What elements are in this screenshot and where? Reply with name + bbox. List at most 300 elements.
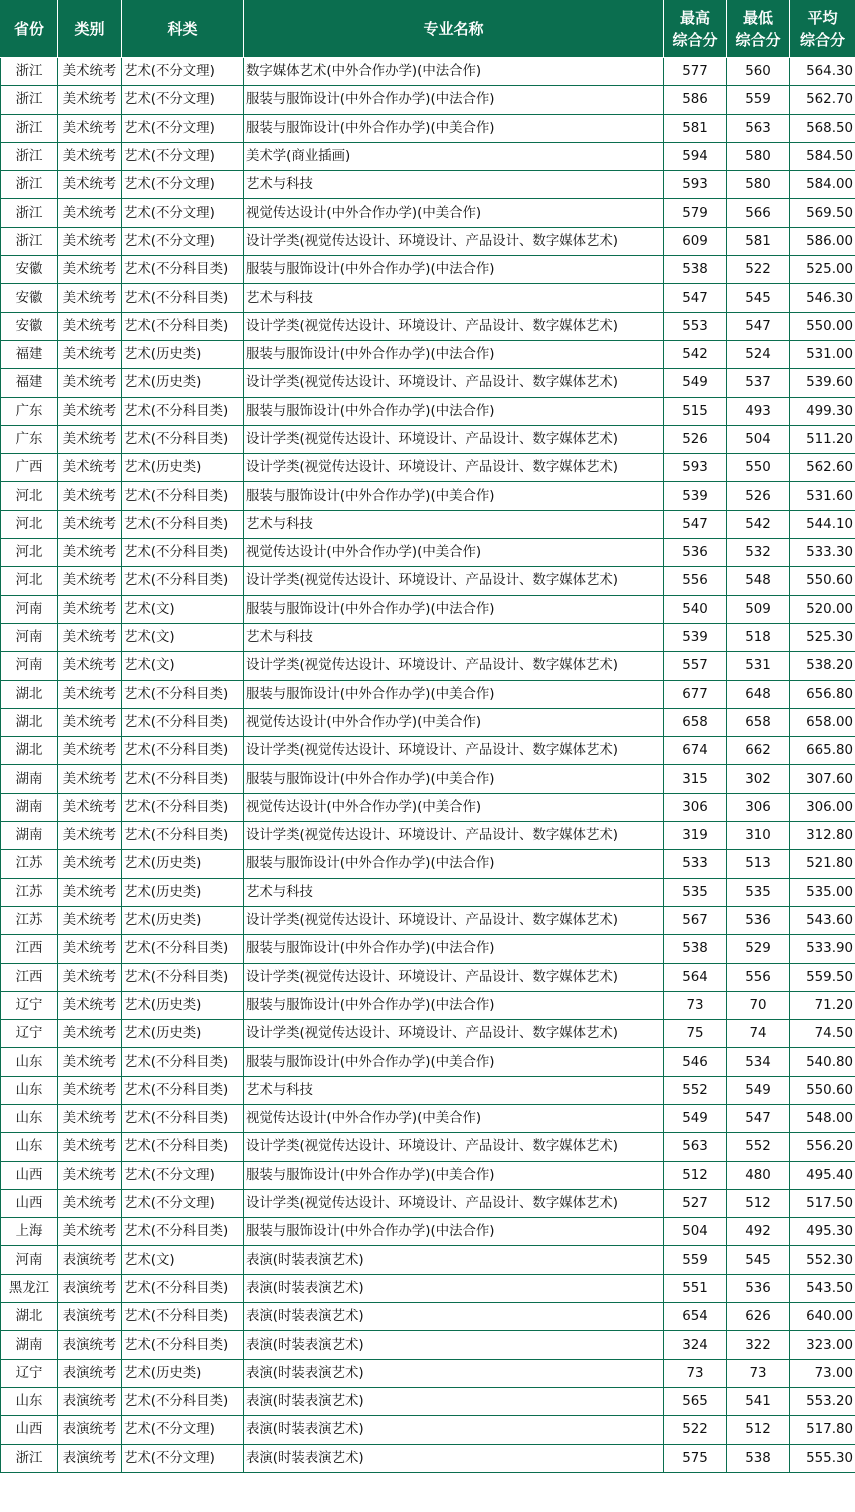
cell-province: 河北 — [1, 567, 58, 595]
cell-max-score: 542 — [664, 340, 727, 368]
cell-max-score: 556 — [664, 567, 727, 595]
cell-subject: 艺术(不分科目类) — [122, 1303, 244, 1331]
table-row — [1, 1303, 855, 1331]
cell-province: 广西 — [1, 454, 58, 482]
table-row — [1, 935, 855, 963]
cell-major: 设计学类(视觉传达设计、环境设计、产品设计、数字媒体艺术) — [244, 1189, 664, 1217]
table-row — [1, 1020, 855, 1048]
cell-min-score: 535 — [727, 878, 790, 906]
cell-min-score: 545 — [727, 284, 790, 312]
cell-max-score: 577 — [664, 58, 727, 86]
cell-avg-score: 517.80 — [790, 1416, 855, 1444]
cell-province: 湖北 — [1, 1303, 58, 1331]
cell-max-score: 553 — [664, 312, 727, 340]
table-body — [1, 58, 855, 1473]
cell-min-score: 542 — [727, 510, 790, 538]
table-row — [1, 878, 855, 906]
cell-major: 表演(时装表演艺术) — [244, 1331, 664, 1359]
cell-min-score: 306 — [727, 793, 790, 821]
cell-min-score: 581 — [727, 227, 790, 255]
cell-category: 美术统考 — [58, 1104, 122, 1132]
cell-major: 表演(时装表演艺术) — [244, 1359, 664, 1387]
cell-category: 美术统考 — [58, 482, 122, 510]
cell-min-score: 580 — [727, 171, 790, 199]
cell-category: 美术统考 — [58, 86, 122, 114]
cell-province: 湖南 — [1, 822, 58, 850]
table-row — [1, 737, 855, 765]
cell-max-score: 73 — [664, 1359, 727, 1387]
cell-min-score: 552 — [727, 1133, 790, 1161]
cell-min-score: 524 — [727, 340, 790, 368]
table-row — [1, 652, 855, 680]
cell-avg-score: 543.50 — [790, 1274, 855, 1302]
cell-min-score: 534 — [727, 1048, 790, 1076]
cell-min-score: 322 — [727, 1331, 790, 1359]
cell-max-score: 594 — [664, 142, 727, 170]
header-max-line2: 综合分 — [672, 31, 718, 49]
cell-subject: 艺术(不分科目类) — [122, 539, 244, 567]
cell-major: 艺术与科技 — [244, 1076, 664, 1104]
cell-category: 美术统考 — [58, 1218, 122, 1246]
cell-major: 设计学类(视觉传达设计、环境设计、产品设计、数字媒体艺术) — [244, 1133, 664, 1161]
cell-min-score: 560 — [727, 58, 790, 86]
cell-min-score: 73 — [727, 1359, 790, 1387]
cell-min-score: 566 — [727, 199, 790, 227]
cell-major: 服装与服饰设计(中外合作办学)(中美合作) — [244, 1048, 664, 1076]
table-row — [1, 822, 855, 850]
cell-max-score: 536 — [664, 539, 727, 567]
cell-min-score: 310 — [727, 822, 790, 850]
cell-major: 设计学类(视觉传达设计、环境设计、产品设计、数字媒体艺术) — [244, 1020, 664, 1048]
cell-min-score: 518 — [727, 623, 790, 651]
cell-category: 美术统考 — [58, 765, 122, 793]
cell-major: 表演(时装表演艺术) — [244, 1303, 664, 1331]
cell-min-score: 512 — [727, 1416, 790, 1444]
cell-avg-score: 584.00 — [790, 171, 855, 199]
cell-subject: 艺术(不分文理) — [122, 1444, 244, 1472]
cell-subject: 艺术(不分文理) — [122, 1189, 244, 1217]
cell-major: 表演(时装表演艺术) — [244, 1387, 664, 1415]
cell-major: 服装与服饰设计(中外合作办学)(中法合作) — [244, 595, 664, 623]
cell-min-score: 480 — [727, 1161, 790, 1189]
table-row — [1, 1133, 855, 1161]
cell-subject: 艺术(不分科目类) — [122, 510, 244, 538]
cell-avg-score: 665.80 — [790, 737, 855, 765]
cell-category: 美术统考 — [58, 737, 122, 765]
cell-min-score: 532 — [727, 539, 790, 567]
cell-avg-score: 562.60 — [790, 454, 855, 482]
header-category: 类别 — [58, 1, 122, 58]
table-row — [1, 86, 855, 114]
cell-major: 设计学类(视觉传达设计、环境设计、产品设计、数字媒体艺术) — [244, 652, 664, 680]
cell-category: 美术统考 — [58, 1133, 122, 1161]
cell-province: 浙江 — [1, 1444, 58, 1472]
table-row — [1, 171, 855, 199]
cell-max-score: 538 — [664, 935, 727, 963]
cell-category: 美术统考 — [58, 454, 122, 482]
cell-major: 美术学(商业插画) — [244, 142, 664, 170]
cell-major: 服装与服饰设计(中外合作办学)(中法合作) — [244, 935, 664, 963]
cell-avg-score: 555.30 — [790, 1444, 855, 1472]
cell-subject: 艺术(不分科目类) — [122, 708, 244, 736]
cell-subject: 艺术(历史类) — [122, 991, 244, 1019]
cell-max-score: 324 — [664, 1331, 727, 1359]
cell-major: 表演(时装表演艺术) — [244, 1246, 664, 1274]
cell-major: 服装与服饰设计(中外合作办学)(中法合作) — [244, 86, 664, 114]
table-row — [1, 1161, 855, 1189]
cell-subject: 艺术(不分科目类) — [122, 1387, 244, 1415]
cell-category: 表演统考 — [58, 1416, 122, 1444]
table-row — [1, 567, 855, 595]
cell-max-score: 527 — [664, 1189, 727, 1217]
cell-category: 美术统考 — [58, 1076, 122, 1104]
table-row — [1, 1246, 855, 1274]
cell-avg-score: 71.20 — [790, 991, 855, 1019]
cell-category: 美术统考 — [58, 227, 122, 255]
cell-avg-score: 553.20 — [790, 1387, 855, 1415]
table-row — [1, 199, 855, 227]
table-row — [1, 369, 855, 397]
cell-province: 浙江 — [1, 114, 58, 142]
cell-max-score: 654 — [664, 1303, 727, 1331]
cell-avg-score: 564.30 — [790, 58, 855, 86]
cell-major: 视觉传达设计(中外合作办学)(中美合作) — [244, 199, 664, 227]
cell-subject: 艺术(历史类) — [122, 850, 244, 878]
cell-province: 江西 — [1, 935, 58, 963]
cell-category: 美术统考 — [58, 793, 122, 821]
cell-category: 美术统考 — [58, 652, 122, 680]
cell-province: 黑龙江 — [1, 1274, 58, 1302]
cell-major: 设计学类(视觉传达设计、环境设计、产品设计、数字媒体艺术) — [244, 425, 664, 453]
cell-subject: 艺术(历史类) — [122, 1020, 244, 1048]
cell-category: 表演统考 — [58, 1331, 122, 1359]
cell-major: 设计学类(视觉传达设计、环境设计、产品设计、数字媒体艺术) — [244, 454, 664, 482]
cell-province: 山东 — [1, 1387, 58, 1415]
cell-avg-score: 550.60 — [790, 1076, 855, 1104]
cell-max-score: 579 — [664, 199, 727, 227]
cell-min-score: 492 — [727, 1218, 790, 1246]
cell-avg-score: 531.00 — [790, 340, 855, 368]
table-row — [1, 991, 855, 1019]
cell-avg-score: 552.30 — [790, 1246, 855, 1274]
cell-avg-score: 584.50 — [790, 142, 855, 170]
cell-max-score: 549 — [664, 1104, 727, 1132]
cell-avg-score: 535.00 — [790, 878, 855, 906]
cell-category: 美术统考 — [58, 58, 122, 86]
header-avg-line1: 平均 — [807, 9, 838, 27]
cell-min-score: 563 — [727, 114, 790, 142]
header-max-score — [664, 1, 727, 58]
cell-max-score: 512 — [664, 1161, 727, 1189]
cell-avg-score: 499.30 — [790, 397, 855, 425]
cell-major: 表演(时装表演艺术) — [244, 1274, 664, 1302]
cell-subject: 艺术(不分科目类) — [122, 312, 244, 340]
cell-major: 服装与服饰设计(中外合作办学)(中美合作) — [244, 482, 664, 510]
cell-subject: 艺术(历史类) — [122, 340, 244, 368]
cell-subject: 艺术(不分文理) — [122, 199, 244, 227]
table-row — [1, 1076, 855, 1104]
header-province: 省份 — [1, 1, 58, 58]
cell-province: 安徽 — [1, 312, 58, 340]
cell-max-score: 547 — [664, 284, 727, 312]
cell-max-score: 593 — [664, 171, 727, 199]
cell-subject: 艺术(不分文理) — [122, 58, 244, 86]
cell-province: 河南 — [1, 623, 58, 651]
cell-max-score: 547 — [664, 510, 727, 538]
cell-major: 艺术与科技 — [244, 623, 664, 651]
table-row — [1, 454, 855, 482]
cell-min-score: 556 — [727, 963, 790, 991]
cell-major: 服装与服饰设计(中外合作办学)(中美合作) — [244, 1161, 664, 1189]
cell-subject: 艺术(不分文理) — [122, 1416, 244, 1444]
table-row — [1, 539, 855, 567]
cell-province: 山西 — [1, 1189, 58, 1217]
cell-province: 湖南 — [1, 765, 58, 793]
cell-avg-score: 544.10 — [790, 510, 855, 538]
table-row — [1, 1274, 855, 1302]
table-row — [1, 1104, 855, 1132]
cell-subject: 艺术(历史类) — [122, 454, 244, 482]
cell-province: 山西 — [1, 1416, 58, 1444]
cell-subject: 艺术(文) — [122, 1246, 244, 1274]
cell-min-score: 529 — [727, 935, 790, 963]
cell-province: 河南 — [1, 1246, 58, 1274]
cell-subject: 艺术(不分科目类) — [122, 397, 244, 425]
cell-province: 江苏 — [1, 850, 58, 878]
cell-major: 设计学类(视觉传达设计、环境设计、产品设计、数字媒体艺术) — [244, 567, 664, 595]
cell-min-score: 545 — [727, 1246, 790, 1274]
cell-category: 美术统考 — [58, 1048, 122, 1076]
cell-max-score: 565 — [664, 1387, 727, 1415]
cell-max-score: 586 — [664, 86, 727, 114]
cell-max-score: 526 — [664, 425, 727, 453]
cell-major: 服装与服饰设计(中外合作办学)(中法合作) — [244, 340, 664, 368]
cell-province: 广东 — [1, 425, 58, 453]
table-row — [1, 114, 855, 142]
cell-min-score: 70 — [727, 991, 790, 1019]
cell-min-score: 559 — [727, 86, 790, 114]
header-avg-score — [790, 1, 855, 58]
cell-province: 江苏 — [1, 906, 58, 934]
cell-subject: 艺术(不分科目类) — [122, 822, 244, 850]
cell-min-score: 547 — [727, 1104, 790, 1132]
cell-avg-score: 640.00 — [790, 1303, 855, 1331]
cell-avg-score: 525.00 — [790, 256, 855, 284]
cell-category: 美术统考 — [58, 595, 122, 623]
cell-subject: 艺术(不分科目类) — [122, 1274, 244, 1302]
cell-min-score: 547 — [727, 312, 790, 340]
cell-max-score: 306 — [664, 793, 727, 821]
table-row — [1, 1189, 855, 1217]
table-row — [1, 680, 855, 708]
cell-major: 视觉传达设计(中外合作办学)(中美合作) — [244, 708, 664, 736]
table-row — [1, 284, 855, 312]
cell-province: 浙江 — [1, 199, 58, 227]
cell-subject: 艺术(不分科目类) — [122, 680, 244, 708]
table-row — [1, 340, 855, 368]
cell-avg-score: 562.70 — [790, 86, 855, 114]
cell-major: 艺术与科技 — [244, 171, 664, 199]
cell-province: 浙江 — [1, 171, 58, 199]
cell-subject: 艺术(不分文理) — [122, 227, 244, 255]
cell-province: 上海 — [1, 1218, 58, 1246]
cell-major: 服装与服饰设计(中外合作办学)(中法合作) — [244, 850, 664, 878]
cell-min-score: 526 — [727, 482, 790, 510]
cell-category: 美术统考 — [58, 567, 122, 595]
cell-min-score: 626 — [727, 1303, 790, 1331]
cell-province: 山东 — [1, 1048, 58, 1076]
table-row — [1, 510, 855, 538]
cell-subject: 艺术(不分文理) — [122, 114, 244, 142]
cell-max-score: 609 — [664, 227, 727, 255]
table-row — [1, 312, 855, 340]
cell-min-score: 538 — [727, 1444, 790, 1472]
cell-province: 辽宁 — [1, 1020, 58, 1048]
cell-major: 艺术与科技 — [244, 878, 664, 906]
table-row — [1, 906, 855, 934]
header-major: 专业名称 — [244, 1, 664, 58]
cell-max-score: 522 — [664, 1416, 727, 1444]
cell-avg-score: 568.50 — [790, 114, 855, 142]
cell-major: 艺术与科技 — [244, 510, 664, 538]
cell-max-score: 551 — [664, 1274, 727, 1302]
cell-avg-score: 548.00 — [790, 1104, 855, 1132]
table-row — [1, 963, 855, 991]
cell-avg-score: 495.30 — [790, 1218, 855, 1246]
cell-avg-score: 531.60 — [790, 482, 855, 510]
cell-province: 浙江 — [1, 227, 58, 255]
cell-min-score: 536 — [727, 906, 790, 934]
cell-avg-score: 569.50 — [790, 199, 855, 227]
cell-min-score: 536 — [727, 1274, 790, 1302]
cell-major: 艺术与科技 — [244, 284, 664, 312]
cell-category: 美术统考 — [58, 284, 122, 312]
cell-min-score: 504 — [727, 425, 790, 453]
cell-province: 江西 — [1, 963, 58, 991]
cell-avg-score: 323.00 — [790, 1331, 855, 1359]
cell-subject: 艺术(不分科目类) — [122, 1048, 244, 1076]
cell-subject: 艺术(不分科目类) — [122, 737, 244, 765]
cell-major: 视觉传达设计(中外合作办学)(中美合作) — [244, 793, 664, 821]
cell-category: 美术统考 — [58, 708, 122, 736]
cell-max-score: 564 — [664, 963, 727, 991]
header-max-line1: 最高 — [679, 9, 710, 27]
cell-avg-score: 495.40 — [790, 1161, 855, 1189]
cell-avg-score: 546.30 — [790, 284, 855, 312]
cell-subject: 艺术(不分科目类) — [122, 425, 244, 453]
table-row — [1, 1218, 855, 1246]
cell-major: 表演(时装表演艺术) — [244, 1444, 664, 1472]
cell-min-score: 537 — [727, 369, 790, 397]
table-row — [1, 425, 855, 453]
cell-max-score: 563 — [664, 1133, 727, 1161]
cell-subject: 艺术(不分科目类) — [122, 765, 244, 793]
header-avg-line2: 综合分 — [799, 31, 845, 49]
cell-min-score: 513 — [727, 850, 790, 878]
cell-subject: 艺术(不分科目类) — [122, 284, 244, 312]
cell-min-score: 302 — [727, 765, 790, 793]
cell-major: 服装与服饰设计(中外合作办学)(中法合作) — [244, 256, 664, 284]
cell-avg-score: 520.00 — [790, 595, 855, 623]
cell-category: 美术统考 — [58, 199, 122, 227]
cell-province: 辽宁 — [1, 1359, 58, 1387]
cell-province: 河南 — [1, 595, 58, 623]
cell-max-score: 557 — [664, 652, 727, 680]
cell-category: 美术统考 — [58, 850, 122, 878]
cell-province: 福建 — [1, 340, 58, 368]
cell-subject: 艺术(不分文理) — [122, 86, 244, 114]
cell-min-score: 522 — [727, 256, 790, 284]
cell-major: 服装与服饰设计(中外合作办学)(中法合作) — [244, 991, 664, 1019]
cell-major: 服装与服饰设计(中外合作办学)(中法合作) — [244, 397, 664, 425]
cell-subject: 艺术(历史类) — [122, 906, 244, 934]
cell-max-score: 658 — [664, 708, 727, 736]
cell-category: 美术统考 — [58, 510, 122, 538]
cell-major: 设计学类(视觉传达设计、环境设计、产品设计、数字媒体艺术) — [244, 312, 664, 340]
cell-avg-score: 312.80 — [790, 822, 855, 850]
cell-subject: 艺术(历史类) — [122, 1359, 244, 1387]
cell-category: 美术统考 — [58, 991, 122, 1019]
cell-avg-score: 656.80 — [790, 680, 855, 708]
cell-province: 山东 — [1, 1104, 58, 1132]
cell-category: 美术统考 — [58, 256, 122, 284]
cell-category: 美术统考 — [58, 680, 122, 708]
cell-category: 美术统考 — [58, 963, 122, 991]
cell-subject: 艺术(不分科目类) — [122, 482, 244, 510]
cell-province: 浙江 — [1, 58, 58, 86]
cell-province: 湖北 — [1, 737, 58, 765]
cell-max-score: 75 — [664, 1020, 727, 1048]
cell-major: 视觉传达设计(中外合作办学)(中美合作) — [244, 1104, 664, 1132]
cell-major: 服装与服饰设计(中外合作办学)(中美合作) — [244, 765, 664, 793]
cell-avg-score: 658.00 — [790, 708, 855, 736]
table-row — [1, 793, 855, 821]
cell-province: 安徽 — [1, 256, 58, 284]
cell-category: 表演统考 — [58, 1303, 122, 1331]
cell-subject: 艺术(不分科目类) — [122, 1104, 244, 1132]
cell-province: 浙江 — [1, 86, 58, 114]
cell-major: 设计学类(视觉传达设计、环境设计、产品设计、数字媒体艺术) — [244, 963, 664, 991]
cell-max-score: 535 — [664, 878, 727, 906]
cell-category: 美术统考 — [58, 425, 122, 453]
cell-category: 美术统考 — [58, 906, 122, 934]
cell-max-score: 73 — [664, 991, 727, 1019]
cell-category: 表演统考 — [58, 1359, 122, 1387]
table-row — [1, 1444, 855, 1472]
table-row — [1, 1331, 855, 1359]
cell-max-score: 581 — [664, 114, 727, 142]
table-row — [1, 1387, 855, 1415]
cell-min-score: 74 — [727, 1020, 790, 1048]
table-row — [1, 227, 855, 255]
cell-subject: 艺术(历史类) — [122, 878, 244, 906]
cell-major: 数字媒体艺术(中外合作办学)(中法合作) — [244, 58, 664, 86]
cell-min-score: 662 — [727, 737, 790, 765]
cell-subject: 艺术(不分科目类) — [122, 1076, 244, 1104]
cell-min-score: 493 — [727, 397, 790, 425]
cell-subject: 艺术(不分科目类) — [122, 935, 244, 963]
cell-avg-score: 525.30 — [790, 623, 855, 651]
cell-category: 美术统考 — [58, 878, 122, 906]
table-row — [1, 1416, 855, 1444]
cell-subject: 艺术(不分科目类) — [122, 1331, 244, 1359]
cell-avg-score: 73.00 — [790, 1359, 855, 1387]
cell-major: 服装与服饰设计(中外合作办学)(中美合作) — [244, 114, 664, 142]
cell-avg-score: 306.00 — [790, 793, 855, 821]
cell-min-score: 580 — [727, 142, 790, 170]
table-row — [1, 142, 855, 170]
cell-avg-score: 540.80 — [790, 1048, 855, 1076]
